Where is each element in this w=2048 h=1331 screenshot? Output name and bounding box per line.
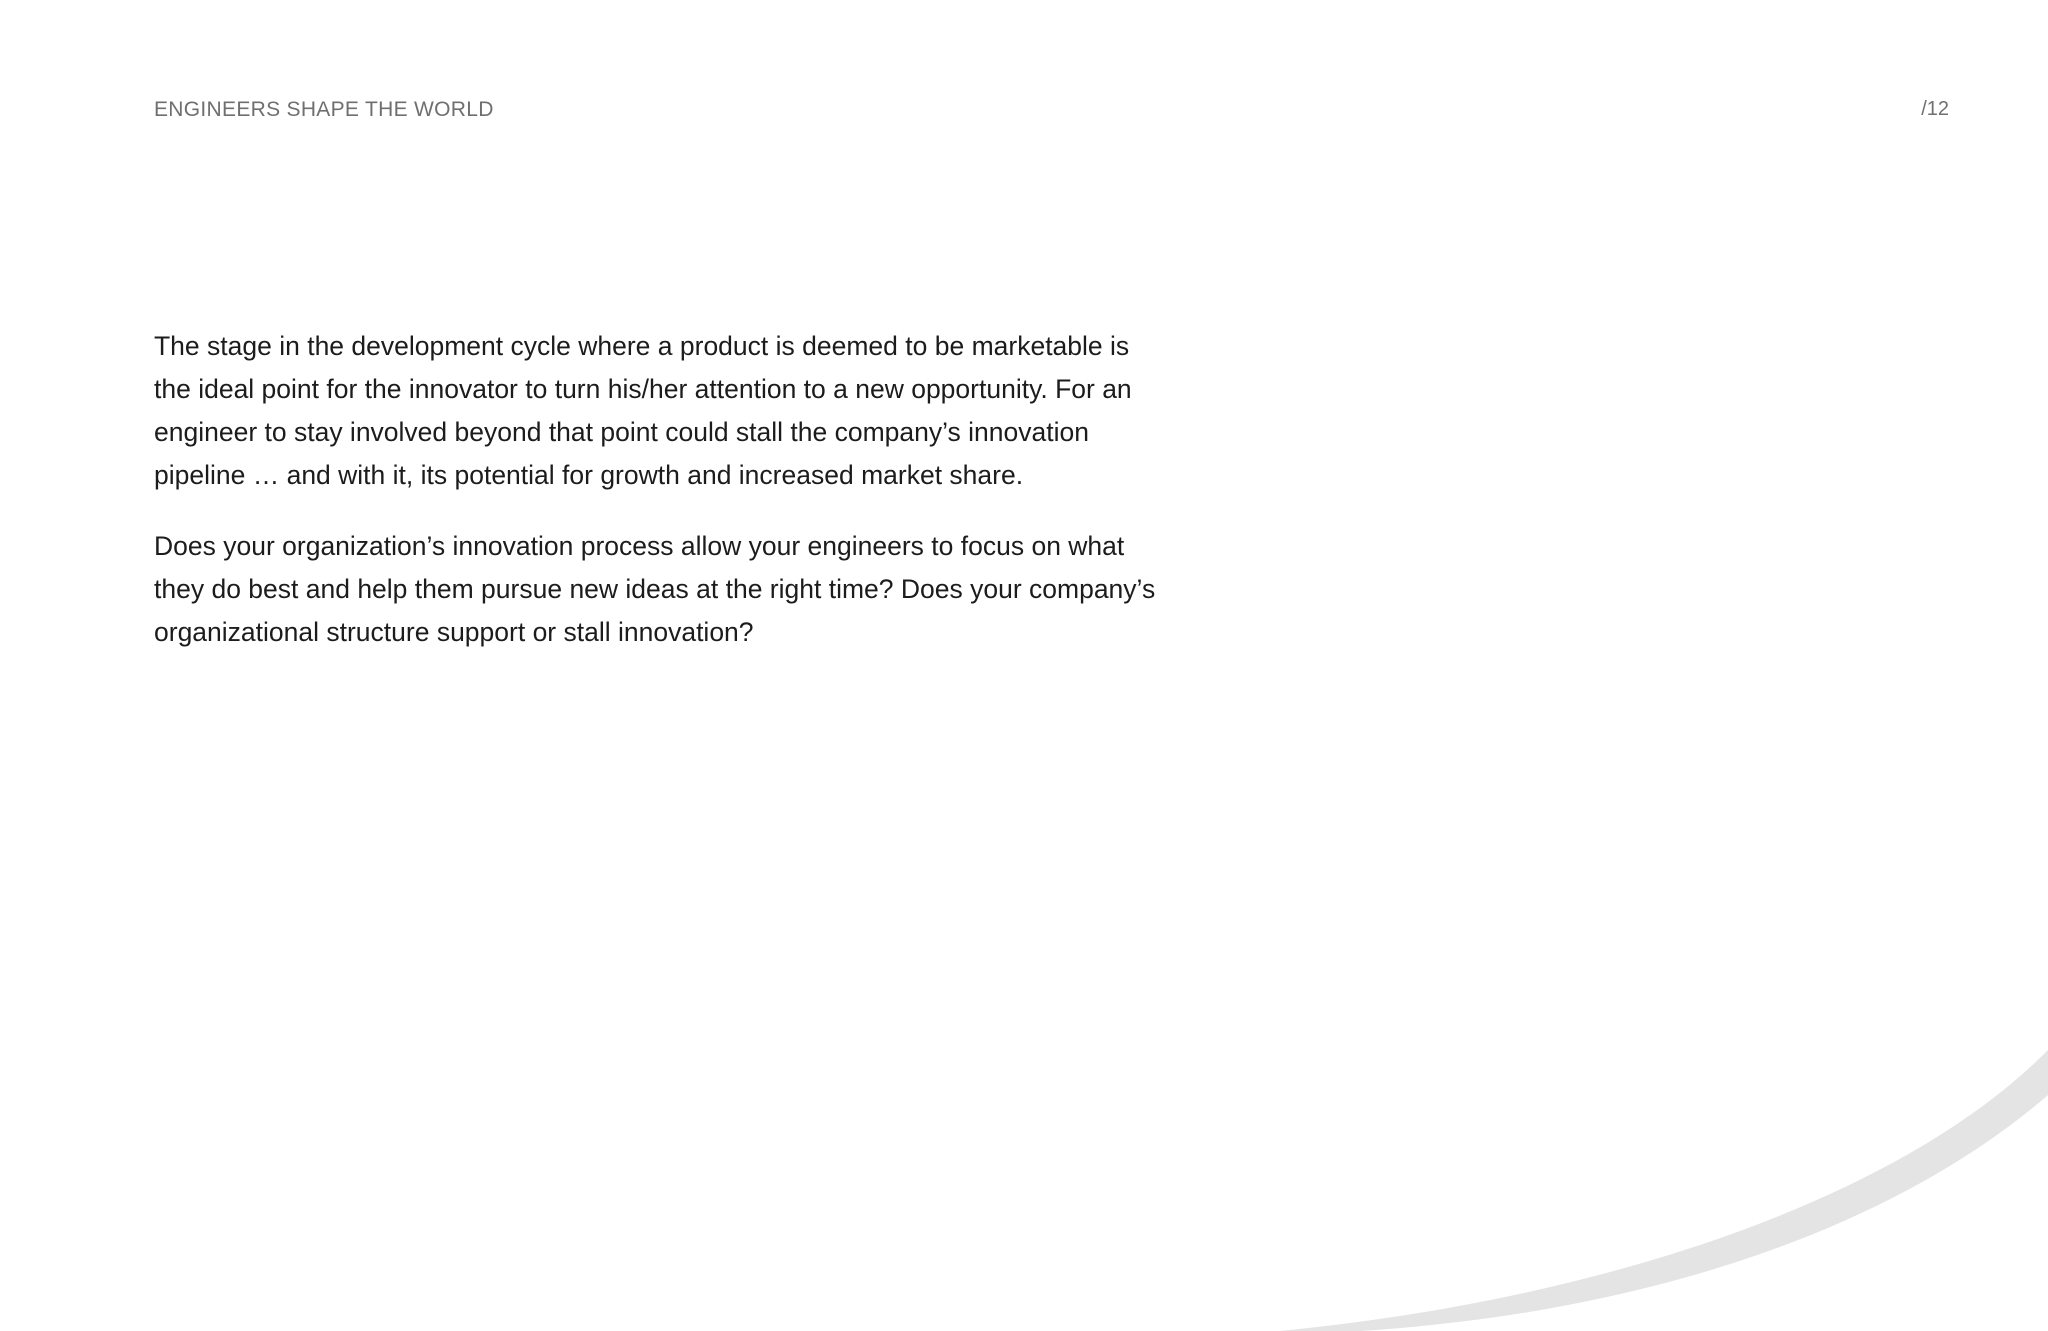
page-number: /12: [1921, 98, 1949, 120]
running-header: ENGINEERS SHAPE THE WORLD: [154, 98, 494, 121]
paragraph: Does your organization’s innovation process allow your engineers to focus on what they do best and help them pursue new ideas at the right time? Does your company’s organizational structure support or stall innovation?: [154, 531, 1156, 647]
paragraph: The stage in the development cycle where a product is deemed to be marketable is the ideal point for the innovator to turn his/her attention to a new opportunity. For an engineer to stay involved beyond that point could stall the company’s innovation pipeline … and with it, its potential for growth and increased market share.: [154, 331, 1132, 490]
body-text: [154, 325, 1164, 682]
swoosh-band: [1280, 1050, 2048, 1331]
